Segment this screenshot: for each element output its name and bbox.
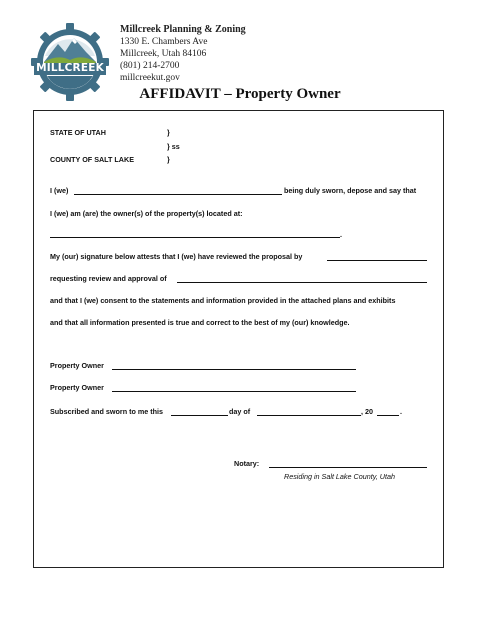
- attest-text: My (our) signature below attests that I (we) have reviewed the proposal by: [50, 252, 303, 261]
- owners-text: I (we) am (are) the owner(s) of the property(s) located at:: [50, 209, 243, 218]
- notary-signature-field[interactable]: [269, 467, 427, 468]
- residing-text: Residing in Salt Lake County, Utah: [284, 472, 395, 481]
- notary-label: Notary:: [234, 459, 260, 468]
- owner-label-2: Property Owner: [50, 383, 104, 392]
- org-phone: (801) 214-2700: [120, 61, 180, 71]
- day-of-text: day of: [229, 407, 251, 416]
- owner-signature-1[interactable]: [112, 369, 356, 370]
- organization-info: [120, 24, 246, 84]
- month-field[interactable]: [257, 415, 361, 416]
- brace: }: [167, 155, 170, 164]
- sworn-text: being duly sworn, depose and say that: [284, 186, 417, 195]
- logo-text: MILLCREEK: [36, 62, 104, 74]
- year-field[interactable]: [377, 415, 399, 416]
- year-end: .: [400, 407, 402, 416]
- i-we-label: I (we): [50, 186, 69, 195]
- ss-label: } ss: [167, 142, 180, 151]
- property-address-field[interactable]: [50, 237, 340, 238]
- day-field[interactable]: [171, 415, 228, 416]
- subscribed-text: Subscribed and sworn to me this: [50, 407, 164, 416]
- document-title: AFFIDAVIT – Property Owner: [139, 86, 341, 102]
- brace: }: [167, 128, 170, 137]
- year-prefix: , 20: [361, 407, 373, 416]
- consent-text: and that I (we) consent to the statements and information provided in the attached plans and exhibits: [50, 296, 396, 305]
- org-website: millcreekut.gov: [120, 73, 180, 83]
- affidavit-form: [33, 110, 444, 568]
- approval-of-field[interactable]: [177, 282, 427, 283]
- org-address: 1330 E. Chambers Ave: [120, 37, 208, 47]
- true-correct-text: and that all information presented is true and correct to the best of my (our) knowledge.: [50, 318, 350, 327]
- state-label: STATE OF UTAH: [50, 128, 106, 137]
- owner-signature-2[interactable]: [112, 391, 356, 392]
- org-name: Millcreek Planning & Zoning: [120, 24, 246, 35]
- owner-label-1: Property Owner: [50, 361, 104, 370]
- period: .: [340, 230, 342, 239]
- requesting-text: requesting review and approval of: [50, 274, 167, 283]
- name-field[interactable]: [74, 194, 282, 195]
- county-label: COUNTY OF SALT LAKE: [50, 155, 134, 164]
- proposal-by-field[interactable]: [327, 260, 427, 261]
- org-city: Millcreek, Utah 84106: [120, 49, 207, 59]
